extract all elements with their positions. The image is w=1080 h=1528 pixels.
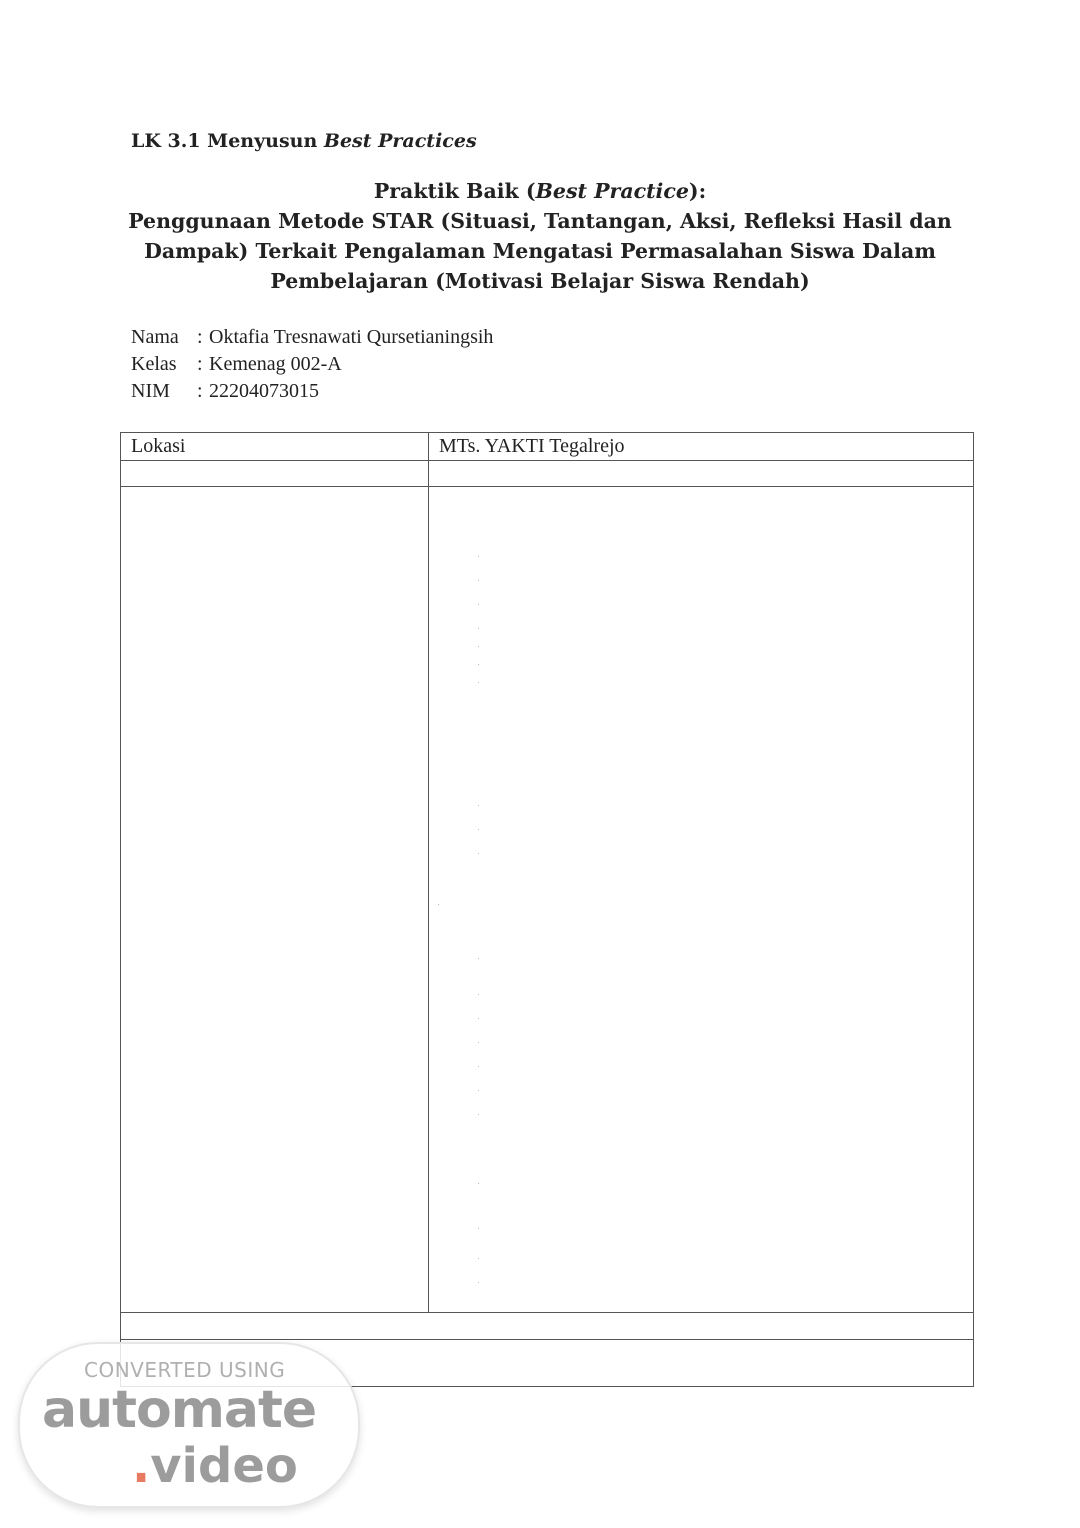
- identity-label: Nama: [131, 326, 179, 348]
- identity-value: 22204073015: [209, 380, 319, 402]
- identity-label: NIM: [131, 380, 170, 402]
- title-line-2: Penggunaan Metode STAR (Situasi, Tantangan, Aksi, Refleksi Hasil dan: [128, 209, 952, 233]
- table-cell-label: Lokasi: [131, 435, 186, 457]
- watermark-suffix-text: video: [150, 1438, 298, 1494]
- identity-row-nim: [131, 378, 493, 405]
- watermark-dot: .: [132, 1438, 151, 1494]
- identity-value: Kemenag 002-A: [209, 353, 342, 375]
- identity-separator: :: [197, 353, 203, 375]
- converter-watermark: [18, 1342, 360, 1508]
- identity-row-class: [131, 351, 493, 378]
- row-divider: [121, 486, 973, 487]
- identity-label: Kelas: [131, 353, 177, 375]
- watermark-top-text: CONVERTED USING: [84, 1358, 286, 1382]
- title-line-4: Pembelajaran (Motivasi Belajar Siswa Rendah): [270, 269, 810, 293]
- identity-value: Oktafia Tresnawati Qursetianingsih: [209, 326, 494, 348]
- identity-row-name: [131, 324, 493, 351]
- column-divider: [428, 433, 429, 1312]
- title-line-1-suffix: ):: [688, 179, 707, 203]
- row-divider: [121, 1312, 973, 1313]
- title-line-3: Dampak) Terkait Pengalaman Mengatasi Permasalahan Siswa Dalam: [144, 239, 936, 263]
- identity-separator: :: [197, 326, 203, 348]
- worksheet-heading: [131, 130, 477, 152]
- heading-prefix: LK 3.1 Menyusun: [131, 130, 324, 152]
- document-title: [110, 176, 970, 296]
- row-divider: [121, 460, 973, 461]
- row-divider: [121, 1339, 973, 1340]
- title-line-1-prefix: Praktik Baik (: [373, 179, 536, 203]
- heading-italic: Best Practices: [323, 130, 477, 152]
- identity-separator: :: [197, 380, 203, 402]
- watermark-logo-text: automate: [42, 1380, 317, 1440]
- title-line-1-italic: Best Practice: [535, 179, 689, 203]
- practice-table: [120, 432, 974, 1387]
- identity-block: [131, 324, 493, 405]
- watermark-logo-suffix: [132, 1438, 298, 1494]
- table-cell-value: MTs. YAKTI Tegalrejo: [439, 435, 625, 457]
- title-line-1: [110, 176, 970, 206]
